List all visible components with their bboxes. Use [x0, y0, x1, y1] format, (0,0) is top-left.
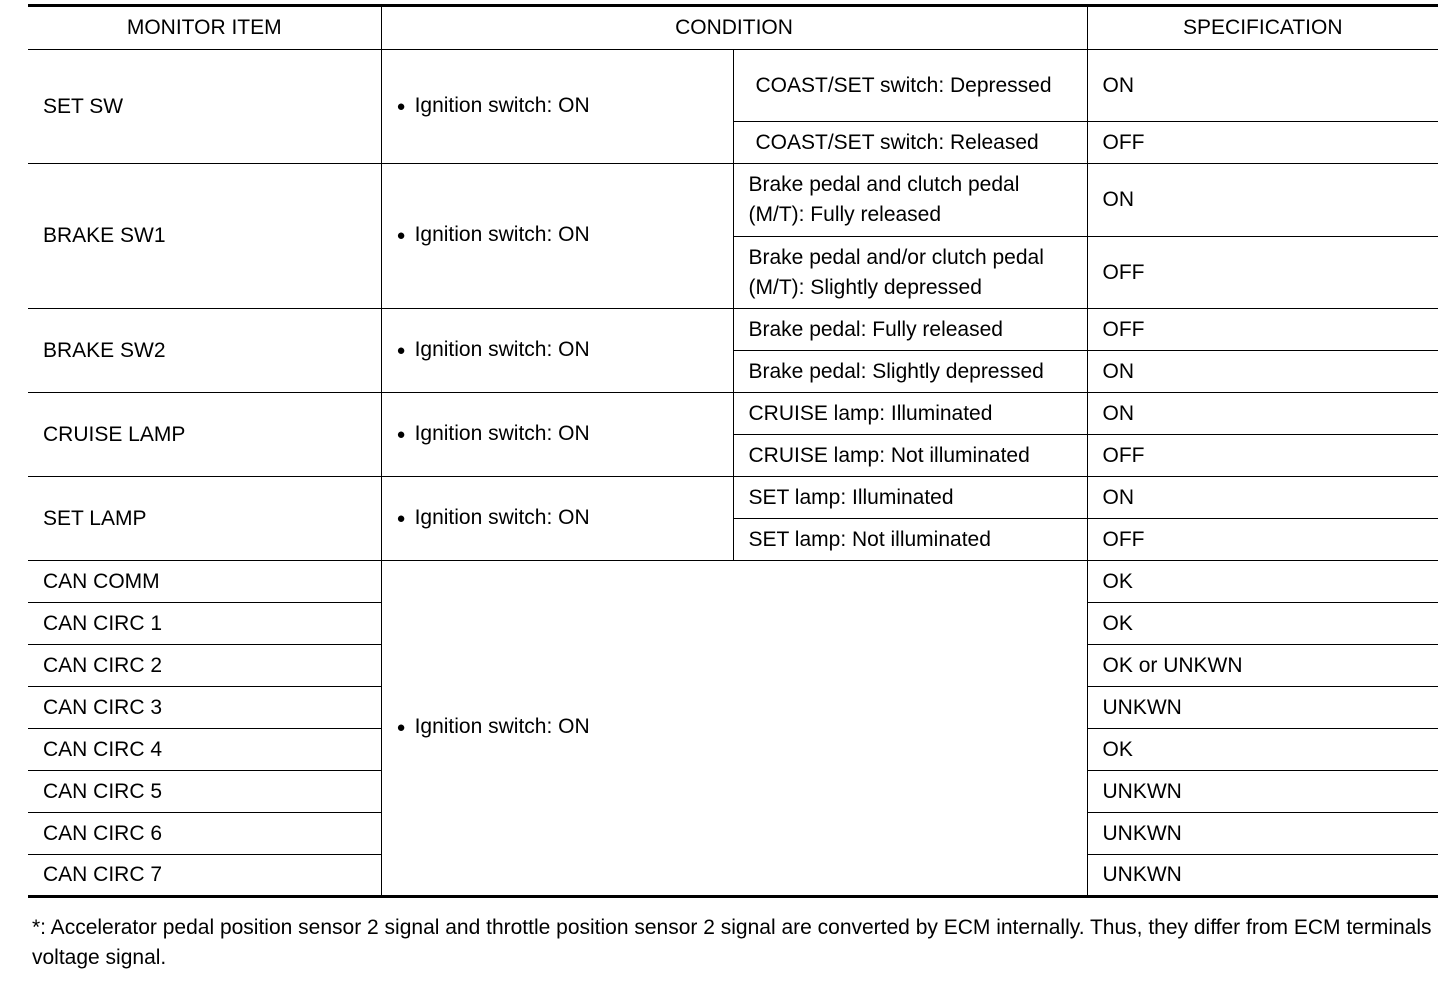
- monitor-item: BRAKE SW2: [28, 309, 381, 393]
- header-row: [28, 6, 1438, 50]
- monitor-spec-table: [28, 4, 1438, 898]
- specification-value: ON: [1087, 351, 1438, 393]
- sub-condition: Brake pedal and clutch pedal (M/T): Fully released: [733, 164, 1087, 237]
- ignition-condition: ● Ignition switch: ON: [397, 506, 590, 529]
- monitor-item: CAN CIRC 5: [28, 771, 381, 813]
- condition-cell: [381, 309, 733, 393]
- monitor-item: CAN COMM: [28, 561, 381, 603]
- sub-condition: CRUISE lamp: Not illuminated: [733, 435, 1087, 477]
- specification-value: UNKWN: [1087, 771, 1438, 813]
- table-row: [28, 309, 1438, 351]
- monitor-item: CAN CIRC 4: [28, 729, 381, 771]
- specification-value: OK: [1087, 561, 1438, 603]
- ignition-condition: ● Ignition switch: ON: [397, 422, 590, 445]
- sub-condition: SET lamp: Not illuminated: [733, 519, 1087, 561]
- condition-cell: [381, 477, 733, 561]
- header-condition: CONDITION: [381, 6, 1087, 50]
- specification-value: UNKWN: [1087, 813, 1438, 855]
- specification-value: OFF: [1087, 237, 1438, 309]
- sub-condition: Brake pedal: Fully released: [733, 309, 1087, 351]
- sub-condition: CRUISE lamp: Illuminated: [733, 393, 1087, 435]
- table-row: [28, 50, 1438, 122]
- ignition-condition: ● Ignition switch: ON: [397, 223, 590, 246]
- monitor-item: CRUISE LAMP: [28, 393, 381, 477]
- sub-condition: COAST/SET switch: Released: [733, 122, 1087, 164]
- specification-value: ON: [1087, 50, 1438, 122]
- monitor-item: CAN CIRC 2: [28, 645, 381, 687]
- condition-cell: [381, 561, 1087, 897]
- specification-value: ON: [1087, 393, 1438, 435]
- header-monitor-item: MONITOR ITEM: [28, 6, 381, 50]
- specification-value: ON: [1087, 477, 1438, 519]
- condition-cell: [381, 393, 733, 477]
- sub-condition: Brake pedal: Slightly depressed: [733, 351, 1087, 393]
- table-row: [28, 477, 1438, 519]
- specification-value: OFF: [1087, 309, 1438, 351]
- specification-value: ON: [1087, 164, 1438, 237]
- ignition-condition: ● Ignition switch: ON: [397, 715, 590, 738]
- monitor-item: SET SW: [28, 50, 381, 164]
- header-specification: SPECIFICATION: [1087, 6, 1438, 50]
- specification-value: OFF: [1087, 519, 1438, 561]
- specification-value: UNKWN: [1087, 855, 1438, 897]
- specification-value: UNKWN: [1087, 687, 1438, 729]
- monitor-item: SET LAMP: [28, 477, 381, 561]
- sub-condition: COAST/SET switch: Depressed: [733, 50, 1087, 122]
- table-row: [28, 393, 1438, 435]
- specification-value: OK: [1087, 729, 1438, 771]
- table-row: [28, 164, 1438, 237]
- specification-value: OK: [1087, 603, 1438, 645]
- ignition-condition: ● Ignition switch: ON: [397, 94, 590, 117]
- specification-value: OFF: [1087, 435, 1438, 477]
- monitor-item: CAN CIRC 7: [28, 855, 381, 897]
- monitor-item: BRAKE SW1: [28, 164, 381, 309]
- footnote: *: Accelerator pedal position sensor 2 signal and throttle position sensor 2 signal are converted by ECM internally. Thus, they differ from ECM terminals voltage signal.: [32, 916, 1432, 969]
- ignition-condition: ● Ignition switch: ON: [397, 338, 590, 361]
- monitor-item: CAN CIRC 6: [28, 813, 381, 855]
- monitor-item: CAN CIRC 3: [28, 687, 381, 729]
- monitor-item: CAN CIRC 1: [28, 603, 381, 645]
- sub-condition: SET lamp: Illuminated: [733, 477, 1087, 519]
- table-row: [28, 561, 1438, 603]
- condition-cell: [381, 50, 733, 164]
- condition-cell: [381, 164, 733, 309]
- specification-value: OFF: [1087, 122, 1438, 164]
- specification-value: OK or UNKWN: [1087, 645, 1438, 687]
- sub-condition: Brake pedal and/or clutch pedal (M/T): Slightly depressed: [733, 237, 1087, 309]
